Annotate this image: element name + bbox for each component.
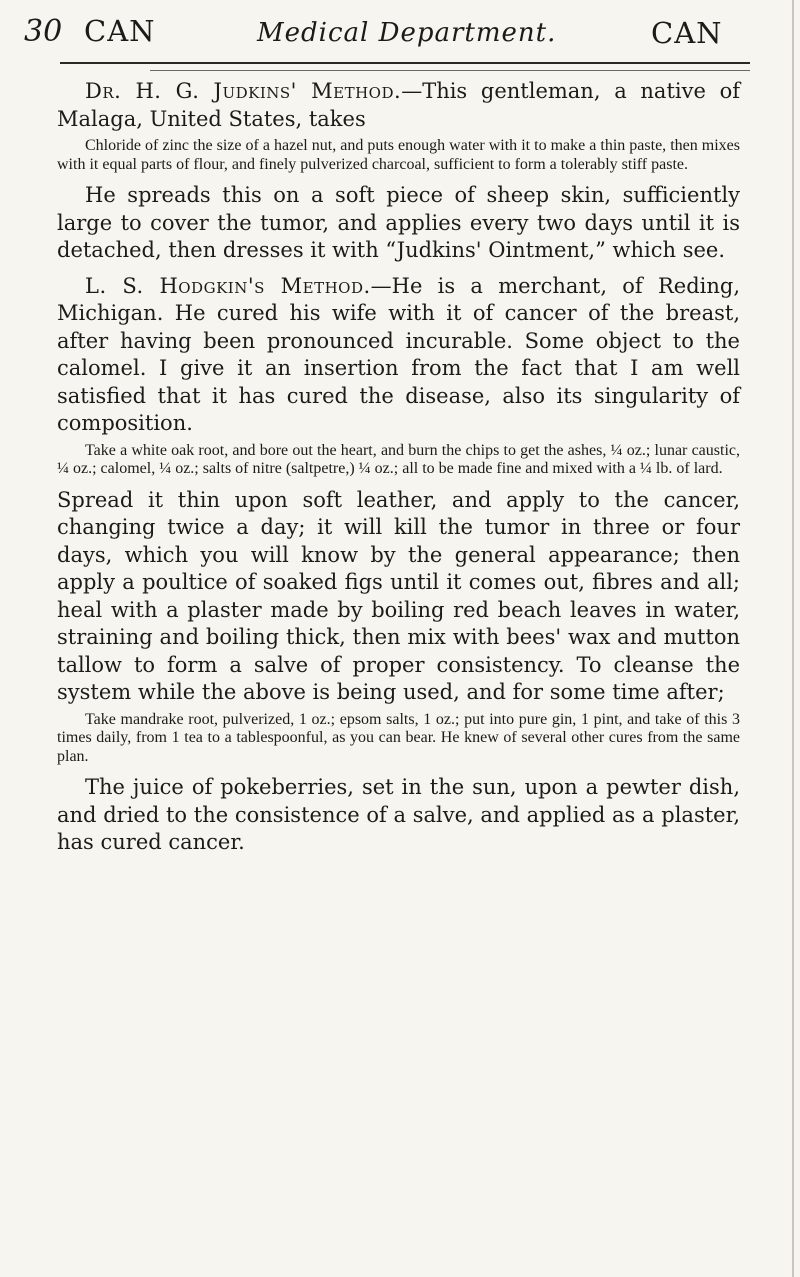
body-text [57,78,740,857]
method-name-judkins: Dr. H. G. Judkins' Method. [85,79,402,103]
paragraph-judkins-intro [57,78,740,133]
header-title: Medical Department. [257,18,557,48]
header-left-word: CAN [84,14,156,48]
paragraph-hodgkin-application: Spread it thin upon soft leather, and apply to the cancer, changing twice a day; it will kill the tumor in three or four days, which you will know by the general appearance; then apply a poultice of soaked figs until it comes out, fibres and all; heal with a plaster made by boiling red beach leaves in water, straining and boiling thick, then mix with bees' wax and mutton tallow to form a salve of proper consistency. To cleanse the system while the above is being used, and for some time after; [57,487,740,704]
recipe-mandrake: Take mandrake root, pulverized, 1 oz.; epsom salts, 1 oz.; put into pure gin, 1 pint, and take of this 3 times daily, from 1 tea to a tablespoonful, as you can bear. He knew of several other cures from the same plan. [57,710,740,765]
paragraph-text: —This gentleman, a native of Malaga, United States, takes [57,79,740,131]
paragraph-judkins-application: He spreads this on a soft piece of sheep skin, sufficiently large to cover the tumor, and applies every two days until it is detached, then dresses it with “Judkins' Ointment,” which see. [57,183,740,262]
page-edge [792,0,794,1277]
page-number: 30 [24,14,63,49]
header-right-word: CAN [651,16,723,50]
method-name-hodgkin: L. S. Hodgkin's Method. [85,273,371,298]
paragraph-text: —He is a merchant, of Reding, Michigan. He cured his wife with it of cancer of the breast, after having been pronounced incurable. Some object to the calomel. I give it an insertion from the fact that I am well satisfied that it has cured the disease, also its singularity of composition. [57,273,740,435]
running-header [0,0,800,70]
paragraph-hodgkin-intro [57,273,740,438]
recipe-hodgkin: Take a white oak root, and bore out the heart, and burn the chips to get the ashes, ¼ oz.; lunar caustic, ¼ oz.; calomel, ¼ oz.; salts of nitre (saltpetre,) ¼ oz.; all to be made fine and mixed with a ¼ lb. of lard. [57,441,740,477]
paragraph-pokeberries: The juice of pokeberries, set in the sun, upon a pewter dish, and dried to the consistence of a salve, and applied as a plaster, has cured cancer. [57,775,740,854]
header-rule-thin [150,70,750,71]
header-rule [60,62,750,64]
recipe-judkins: Chloride of zinc the size of a hazel nut, and puts enough water with it to make a thin paste, then mixes with it equal parts of flour, and finely pulverized charcoal, sufficient to form a tolerably stiff paste. [57,137,740,173]
